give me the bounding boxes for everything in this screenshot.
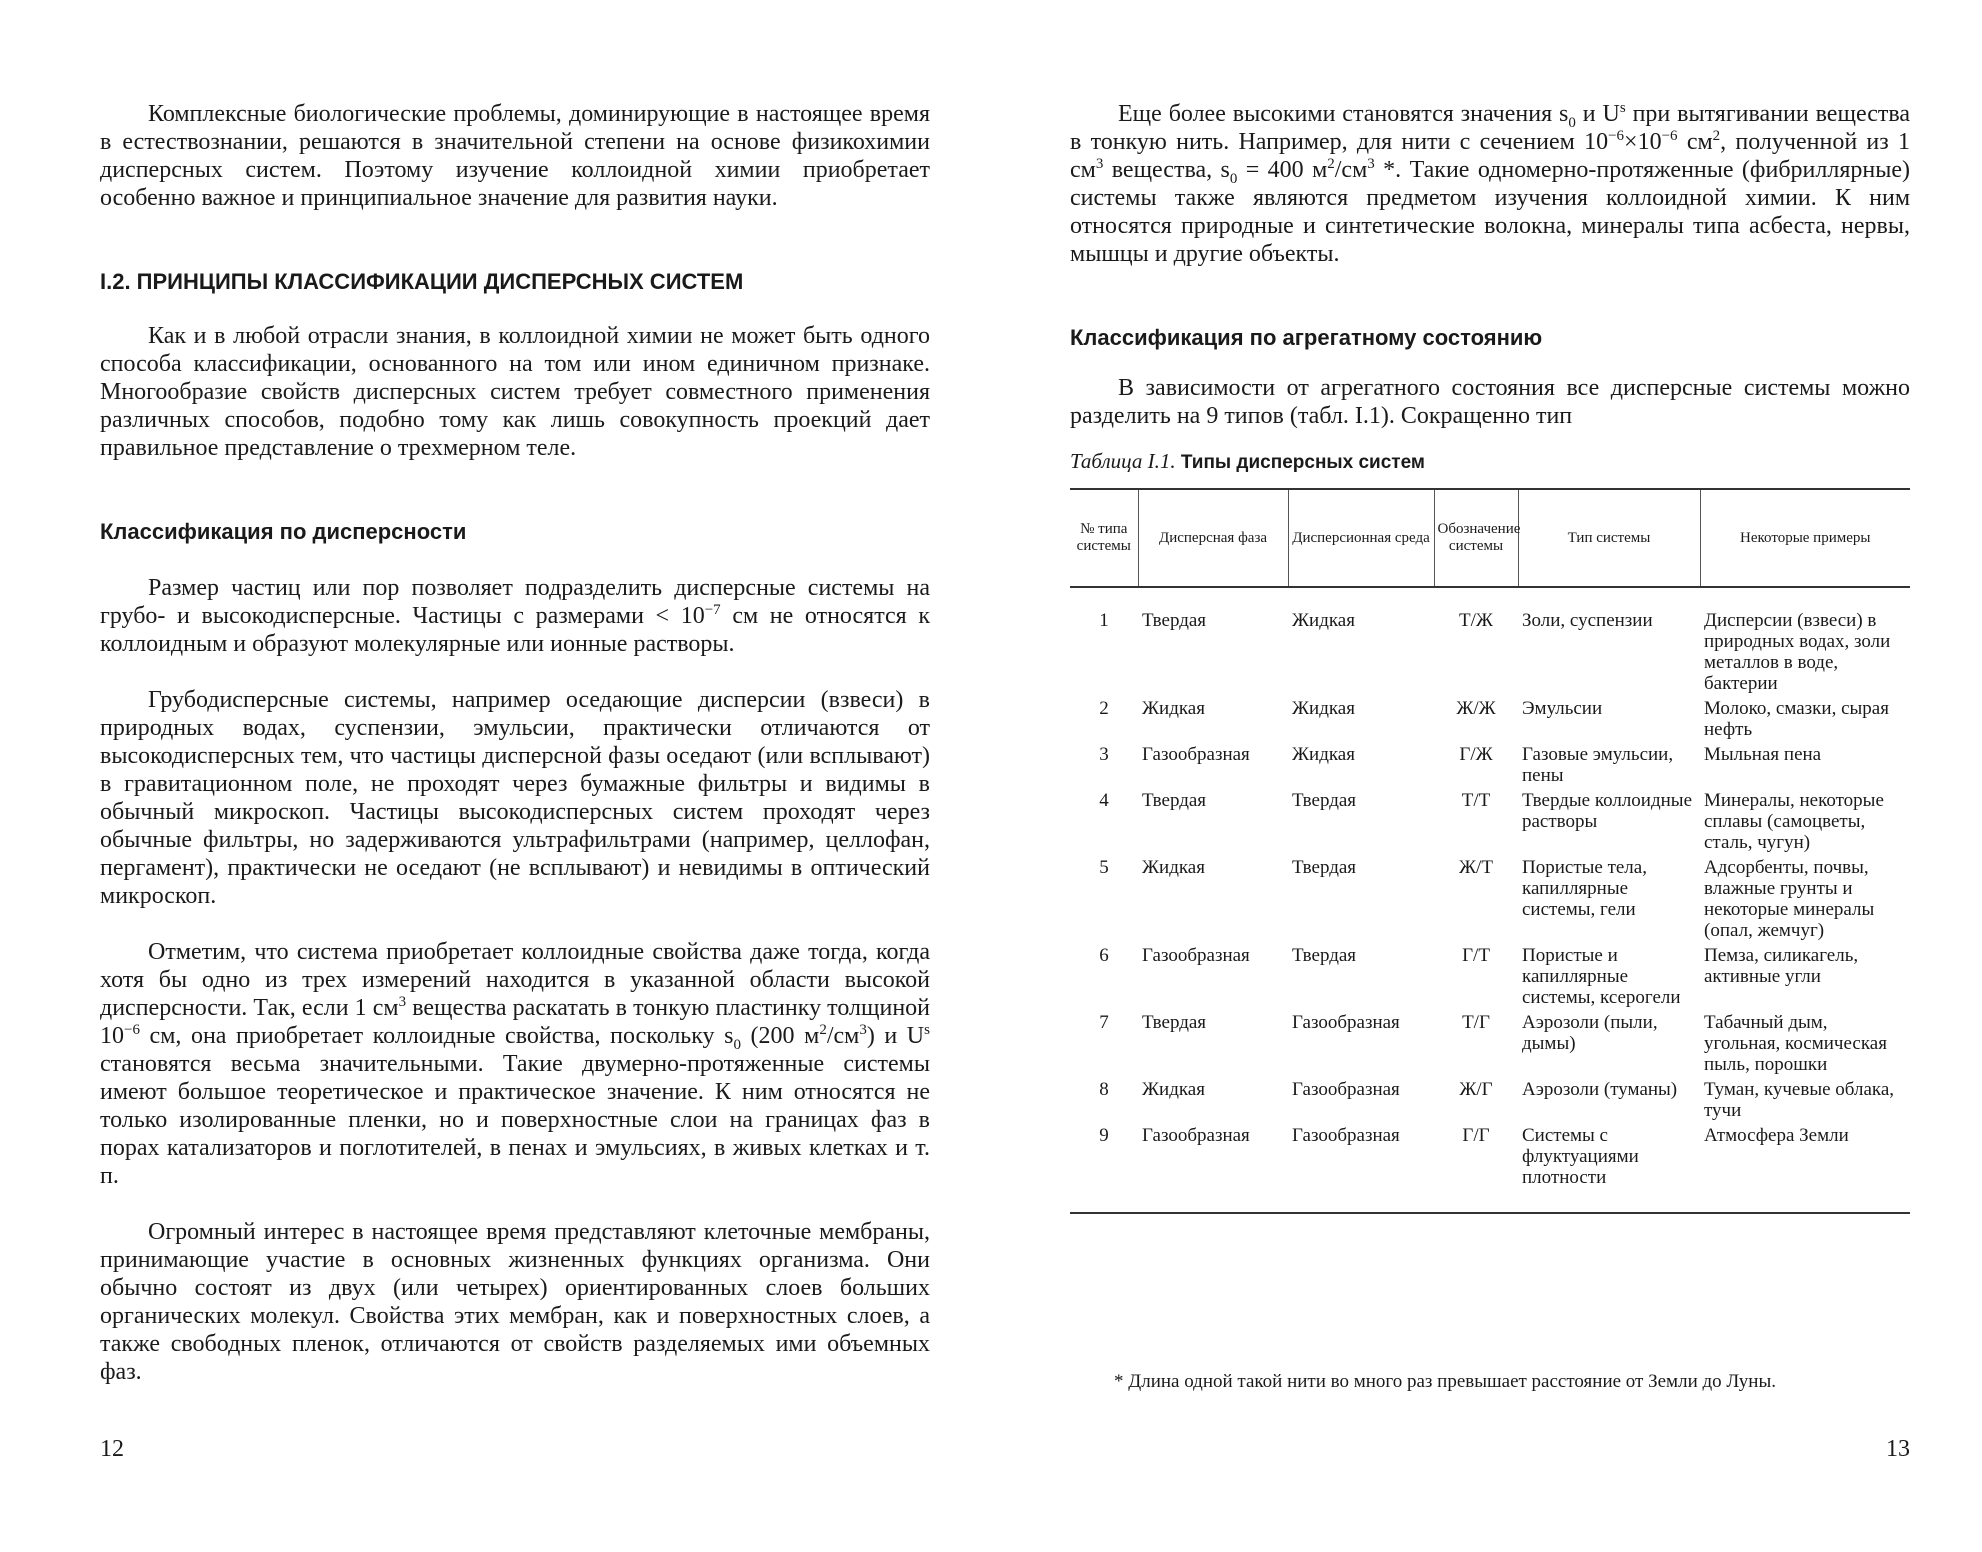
text-run: вещества раскатать в тонкую пластинку толщиной 10 bbox=[100, 995, 931, 1049]
table-row bbox=[1070, 788, 1910, 855]
table-cell: Эмульсии bbox=[1522, 698, 1603, 719]
table-cell: Газообразная bbox=[1292, 1012, 1400, 1033]
table-cell: Твердая bbox=[1292, 790, 1357, 811]
table-header-cell: Дисперсная фаза bbox=[1138, 489, 1288, 587]
aggregate-state-paragraph: В зависимости от агрегатного состояния все дисперсные системы можно разделить на 9 типов (табл. I.1). Сокращенно тип bbox=[1070, 375, 1910, 429]
exponent: −7 bbox=[704, 602, 721, 618]
exponent: 2 bbox=[1327, 156, 1335, 172]
table-cell: Г/Т bbox=[1462, 945, 1490, 966]
table-row bbox=[1070, 1010, 1910, 1077]
table-cell: Твердая bbox=[1292, 945, 1357, 966]
text-run: = 400 м bbox=[1237, 157, 1328, 183]
page-number-left: 12 bbox=[100, 1436, 124, 1462]
exponent: 3 bbox=[859, 1022, 867, 1038]
table-cell: 1 bbox=[1099, 610, 1109, 631]
table-cell: Аэрозоли (пыли, дымы) bbox=[1522, 1012, 1658, 1054]
fiber-paragraph bbox=[1070, 100, 1910, 268]
text-run: Отметим, что система приобретает коллоидные свойства даже тогда, когда хотя бы одно из трех измерений находится в указанной области высокой дисперсности. Так, если 1 см bbox=[100, 939, 930, 1021]
text-run: Еще более высокими становятся значения s bbox=[1118, 101, 1569, 127]
table-cell: Жидкая bbox=[1142, 1079, 1205, 1100]
table-cell: Твердая bbox=[1292, 857, 1357, 878]
table-row bbox=[1070, 742, 1910, 788]
dispersed-systems-table bbox=[1070, 488, 1910, 1214]
coarse-dispersion-paragraph: Грубодисперсные системы, например оседающие дисперсии (взвеси) в природных водах, суспензии, эмульсии, практически отличаются от высокодисперсных тем, что частицы дисперсной фазы оседают (или всплывают) в гравитационном поле, не проходят через бумажные фильтры и видимы в обычный микроскоп. Частицы высокодисперсных систем проходят через обычные фильтры, но задерживаются ультрафильтрами (например, целлофан, пергамент), практически не оседают (не всплывают) и невидимы в оптический микроскоп. bbox=[100, 687, 930, 909]
table-cell: Твердая bbox=[1142, 1012, 1207, 1033]
text-run: /см bbox=[1334, 157, 1368, 183]
table-cell: Твердые коллоидные растворы bbox=[1522, 790, 1692, 832]
text-run: при вытягивании вещества в тонкую нить. Например, для нити с сечением 10 bbox=[1070, 101, 1911, 155]
table-cell: Ж/Ж bbox=[1456, 698, 1496, 719]
table-cell: Газовые эмульсии, пены bbox=[1522, 744, 1674, 786]
exponent: −6 bbox=[1608, 128, 1625, 144]
table-cell: Г/Г bbox=[1434, 1123, 1518, 1213]
exponent: s bbox=[1619, 100, 1626, 116]
table-header-cell: Обозначение системы bbox=[1434, 489, 1518, 587]
table-cell: Золи, суспензии bbox=[1522, 610, 1653, 631]
exponent: −6 bbox=[1661, 128, 1678, 144]
table-cell: Дисперсии (взвеси) в природных водах, золи металлов в воде, бактерии bbox=[1704, 610, 1891, 694]
table-header-cell: Некоторые примеры bbox=[1700, 489, 1910, 587]
table-cell: Жидкая bbox=[1142, 857, 1205, 878]
table-cell: Молоко, смазки, сырая нефть bbox=[1704, 698, 1889, 740]
table-cell: 7 bbox=[1099, 1012, 1109, 1033]
table-body bbox=[1070, 587, 1910, 1213]
table-cell: Твердая bbox=[1142, 610, 1207, 631]
table-cell: Адсорбенты, почвы, влажные грунты и некоторые минералы (опал, жемчуг) bbox=[1704, 857, 1875, 941]
table-cell: Жидкая bbox=[1142, 698, 1205, 719]
table-row bbox=[1070, 696, 1910, 742]
table-cell: 4 bbox=[1099, 790, 1109, 811]
table-cell: Жидкая bbox=[1292, 744, 1355, 765]
exponent: −6 bbox=[124, 1022, 140, 1038]
table-cell: Минералы, некоторые сплавы (самоцветы, сталь, чугун) bbox=[1704, 790, 1884, 853]
exponent: 3 bbox=[398, 994, 407, 1010]
table-cell: Газообразная bbox=[1142, 744, 1250, 765]
exponent: 3 bbox=[1367, 156, 1375, 172]
table-cell: 6 bbox=[1099, 945, 1109, 966]
table-cell: Ж/Т bbox=[1459, 857, 1493, 878]
table-cell: Твердая bbox=[1142, 790, 1207, 811]
text-run: см не относятся к коллоидным и образуют молекулярные или ионные растворы. bbox=[100, 603, 930, 657]
text-run: , полученной из 1 см bbox=[1070, 129, 1910, 183]
table-cell: Газообразная bbox=[1142, 945, 1250, 966]
colloidal-properties-paragraph bbox=[100, 938, 930, 1190]
table-cell: Пористые тела, капиллярные системы, гели bbox=[1522, 857, 1647, 920]
table-cell: Жидкая bbox=[1292, 698, 1355, 719]
table-cell: Ж/Г bbox=[1459, 1079, 1493, 1100]
table-cell: Туман, кучевые облака, тучи bbox=[1704, 1079, 1895, 1121]
table-cell: Пемза, силикагель, активные угли bbox=[1704, 945, 1859, 987]
table-header-cell: Дисперсионная среда bbox=[1288, 489, 1434, 587]
exponent: 2 bbox=[1712, 128, 1721, 144]
text-run: /см bbox=[826, 1023, 860, 1049]
table-cell: Пористые и капиллярные системы, ксерогели bbox=[1522, 945, 1681, 1008]
text-run: ) и U bbox=[866, 1023, 925, 1049]
particle-size-paragraph bbox=[100, 574, 930, 658]
table-header-cell: № типа системы bbox=[1070, 489, 1138, 587]
text-run: (200 м bbox=[740, 1023, 820, 1049]
table-caption bbox=[1070, 448, 1910, 476]
section-heading: I.2. ПРИНЦИПЫ КЛАССИФИКАЦИИ ДИСПЕРСНЫХ СИСТЕМ bbox=[100, 269, 744, 294]
table-cell: 3 bbox=[1099, 744, 1109, 765]
table-cell: Аэрозоли (туманы) bbox=[1522, 1079, 1678, 1100]
aggregate-state-subheading: Классификация по агрегатному состоянию bbox=[1070, 325, 1543, 350]
table-cell: Газообразная bbox=[1288, 1123, 1434, 1213]
table-cell: 9 bbox=[1070, 1123, 1138, 1213]
table-row bbox=[1070, 587, 1910, 696]
exponent: s bbox=[924, 1022, 930, 1038]
table-cell: Т/Ж bbox=[1459, 610, 1493, 631]
table-cell: 2 bbox=[1099, 698, 1109, 719]
table-cell: Т/Г bbox=[1462, 1012, 1490, 1033]
text-run: см bbox=[1677, 129, 1713, 155]
table-cell: 5 bbox=[1099, 857, 1109, 878]
text-run: см, она приобретает коллоидные свойства, поскольку s bbox=[139, 1023, 734, 1049]
table-cell: Табачный дым, угольная, космическая пыль, порошки bbox=[1704, 1012, 1887, 1075]
table-caption-label: Таблица I.1. bbox=[1070, 449, 1176, 473]
table-row bbox=[1070, 943, 1910, 1010]
table-row bbox=[1070, 1077, 1910, 1123]
text-run: *. Такие одномерно-протяженные (фибриллярные) системы также являются предметом изучения коллоидной химии. К ним относятся природные и синтетические волокна, минералы типа асбеста, нервы, мышцы и другие объекты. bbox=[1070, 157, 1910, 267]
table-cell: Атмосфера Земли bbox=[1700, 1123, 1910, 1213]
text-run: ×10 bbox=[1624, 129, 1662, 155]
table-row bbox=[1070, 855, 1910, 943]
table-cell: Т/Т bbox=[1461, 790, 1491, 811]
intro-paragraph: Комплексные биологические проблемы, доминирующие в настоящее время в естествознании, решаются в значительной степени на основе физикохимии дисперсных систем. Поэтому изучение коллоидной химии приобретает особенно важное и принципиальное значение для развития науки. bbox=[100, 101, 930, 211]
subscript: 0 bbox=[1229, 170, 1238, 187]
table-header-row bbox=[1070, 489, 1910, 587]
subscript: 0 bbox=[733, 1036, 741, 1053]
dispersity-subheading: Классификация по дисперсности bbox=[100, 519, 467, 544]
membranes-paragraph: Огромный интерес в настоящее время представляют клеточные мембраны, принимающие участие в основных жизненных функциях организма. Они обычно состоят из двух (или четырех) ориентированных слоев больших органических молекул. Свойства этих мембран, как и поверхностных слоев, а также свободных пленок, отличаются от свойств разделяемых ими объемных фаз. bbox=[100, 1219, 930, 1385]
exponent: 3 bbox=[1095, 156, 1104, 172]
text-run: вещества, s bbox=[1103, 157, 1230, 183]
subscript: 0 bbox=[1568, 114, 1576, 131]
text-run: Размер частиц или пор позволяет подразделить дисперсные системы на грубо- и высокодисперсные. Частицы с размерами < 10 bbox=[100, 575, 930, 629]
table-cell: Г/Ж bbox=[1459, 744, 1493, 765]
table-cell: Системы с флуктуациями плотности bbox=[1518, 1123, 1700, 1213]
table-header-cell: Тип системы bbox=[1518, 489, 1700, 587]
table-cell: Газообразная bbox=[1292, 1079, 1400, 1100]
text-run: становятся весьма значительными. Такие двумерно-протяженные системы имеют большое теоретическое и практическое значение. К ним относятся не только изолированные пленки, но и поверхностные слои на границах фаз в порах катализаторов и поглотителей, в пенах и эмульсиях, в живых клетках и т. п. bbox=[100, 1051, 930, 1189]
table-cell: Газообразная bbox=[1138, 1123, 1288, 1213]
table-caption-title: Типы дисперсных систем bbox=[1180, 452, 1425, 473]
table-cell: Мыльная пена bbox=[1704, 744, 1822, 765]
table-cell: 8 bbox=[1099, 1079, 1109, 1100]
footnote: * Длина одной такой нити во много раз превышает расстояние от Земли до Луны. bbox=[1114, 1371, 1776, 1392]
text-run: и U bbox=[1575, 101, 1620, 127]
exponent: 2 bbox=[819, 1022, 827, 1038]
table-row bbox=[1070, 1123, 1910, 1213]
classification-paragraph: Как и в любой отрасли знания, в коллоидной химии не может быть одного способа классификации, основанного на том или ином единичном признаке. Многообразие свойств дисперсных систем требует совместного применения различных способов, подобно тому как лишь совокупность проекций дает правильное представление о трехмерном теле. bbox=[100, 323, 930, 461]
page-number-right: 13 bbox=[1886, 1436, 1910, 1462]
table-cell: Жидкая bbox=[1292, 610, 1355, 631]
